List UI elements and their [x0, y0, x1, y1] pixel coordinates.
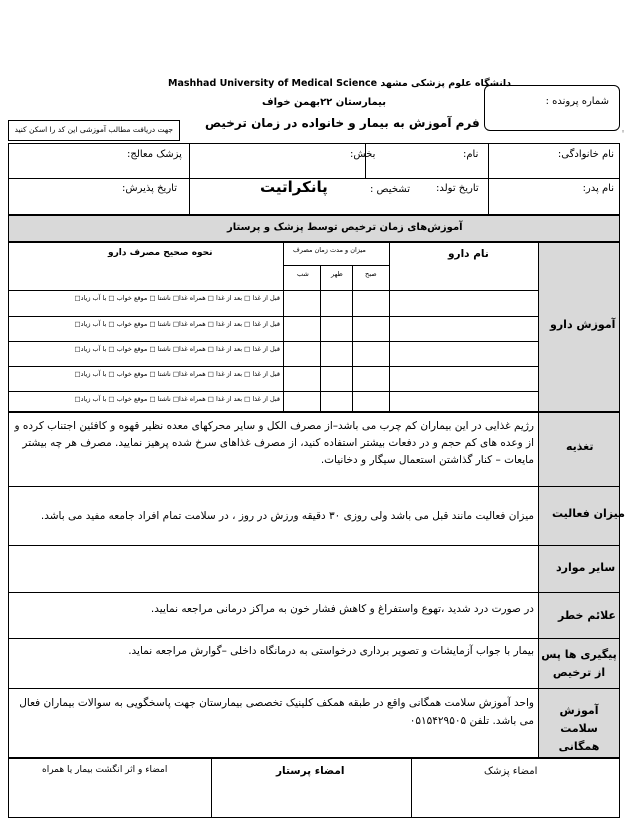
- admission-date-field[interactable]: تاریخ پذیرش:: [122, 183, 177, 194]
- section-title-bar: [8, 215, 620, 242]
- dose-header: میزان و مدت زمان مصرف: [293, 246, 366, 254]
- activity-text: میزان فعالیت مانند قبل می باشد ولی روزی ۳۰ دقیقه ورزش در روز ، در سلامت تمام افراد جامعه مفید می باشد.: [40, 510, 534, 522]
- file-number-box[interactable]: [484, 85, 620, 131]
- followup-label: پیگیری ها پس از ترخیص: [541, 648, 617, 679]
- last-name-field[interactable]: نام خانوادگی:: [557, 149, 614, 160]
- medication-label: آموزش دارو: [550, 318, 616, 331]
- drug-name-header: نام دارو: [448, 248, 489, 260]
- qr-scan-note: جهت دریافت مطالب آموزشی این کد را اسکن کنید: [14, 125, 173, 134]
- time-night: شب: [297, 270, 309, 278]
- usage-options-row-5[interactable]: قبل از غذا □ بعد از غذا □ همراه غذا□ ناشتا □ موقع خواب □ با آب زیاد□: [74, 395, 280, 403]
- father-name-field[interactable]: نام پدر:: [582, 183, 614, 194]
- patient-signature[interactable]: امضاء و اثر انگشت بیمار یا همراه: [42, 765, 168, 775]
- time-morning: صبح: [365, 270, 377, 278]
- ward-field[interactable]: بخش:: [350, 149, 376, 160]
- other-label: سایر موارد: [556, 561, 616, 574]
- nurse-signature[interactable]: امضاء پرستار: [276, 765, 345, 777]
- danger-signs-label: علائم خطر: [558, 609, 616, 622]
- diagnosis-label: تشخیص :: [370, 184, 410, 195]
- form-title: فرم آموزش به بیمار و خانواده در زمان ترخیص: [205, 116, 480, 130]
- university-name: دانشگاه علوم پزشکی مشهد Mashhad University of Medical Science: [168, 78, 511, 89]
- doctor-signature[interactable]: امضاء پزشک: [484, 766, 538, 777]
- nutrition-label: تغذیه: [566, 440, 594, 453]
- time-noon: ظهر: [331, 270, 343, 278]
- file-number-label: شماره پرونده :: [545, 96, 609, 107]
- public-health-label: آموزش سلامت همگانی: [558, 704, 600, 753]
- birth-date-field[interactable]: تاریخ تولد:: [436, 183, 479, 194]
- usage-header: نحوه صحیح مصرف دارو: [108, 248, 213, 258]
- public-health-text: واحد آموزش سلامت همگانی واقع در طبقه همکف کلینیک تخصصی بیمارستان جهت پاسخگویی به سوالات بیماران فعال می باشد. تلفن ۰۵۱۵۴۲۹۵۰۵: [19, 697, 534, 727]
- corner-mark: ◦: [621, 128, 626, 136]
- usage-options-row-4[interactable]: قبل از غذا □ بعد از غذا □ همراه غذا□ ناشتا □ موقع خواب □ با آب زیاد□: [74, 370, 280, 378]
- hospital-name: بیمارستان ۲۲بهمن خواف: [262, 97, 387, 108]
- section-title: آموزش‌های زمان ترخیص توسط پزشک و پرستار: [227, 222, 463, 233]
- danger-signs-text: در صورت درد شدید ،تهوع واستفراغ و کاهش فشار خون به مراکز درمانی مراجعه نمایید.: [150, 603, 534, 615]
- first-name-field[interactable]: نام:: [463, 149, 479, 160]
- nutrition-text: رژیم غذایی در این بیماران کم چرب می باشد–از مصرف الکل و سایر محرکهای معده نظیر قهوه و کافئین اجتناب کرده و از وعده های کم حجم و در دفعات بیشتر استفاده کنید، از مصرف غذاهای سرخ شده پرهیز نمایید. مصرف هر چه بیشتر مایعات – کنار گذاشتن استعمال سیگار و دخانیات.: [14, 420, 534, 466]
- usage-options-row-3[interactable]: قبل از غذا □ بعد از غذا □ همراه غذا□ ناشتا □ موقع خواب □ با آب زیاد□: [74, 345, 280, 353]
- usage-options-row-2[interactable]: قبل از غذا □ بعد از غذا □ همراه غذا□ ناشتا □ موقع خواب □ با آب زیاد□: [74, 320, 280, 328]
- usage-options-row-1[interactable]: قبل از غذا □ بعد از غذا □ همراه غذا□ ناشتا □ موقع خواب □ با آب زیاد□: [74, 294, 280, 302]
- activity-label: میزان فعالیت: [552, 507, 625, 520]
- diagnosis-value: پانکراتیت: [260, 178, 328, 196]
- qr-scan-note-box: [8, 120, 180, 141]
- followup-text: بیمار با جواب آزمایشات و تصویر برداری درخواستی به درمانگاه داخلی –گوارش مراجعه نماید.: [128, 645, 534, 657]
- physician-field[interactable]: پزشک معالج:: [127, 149, 182, 160]
